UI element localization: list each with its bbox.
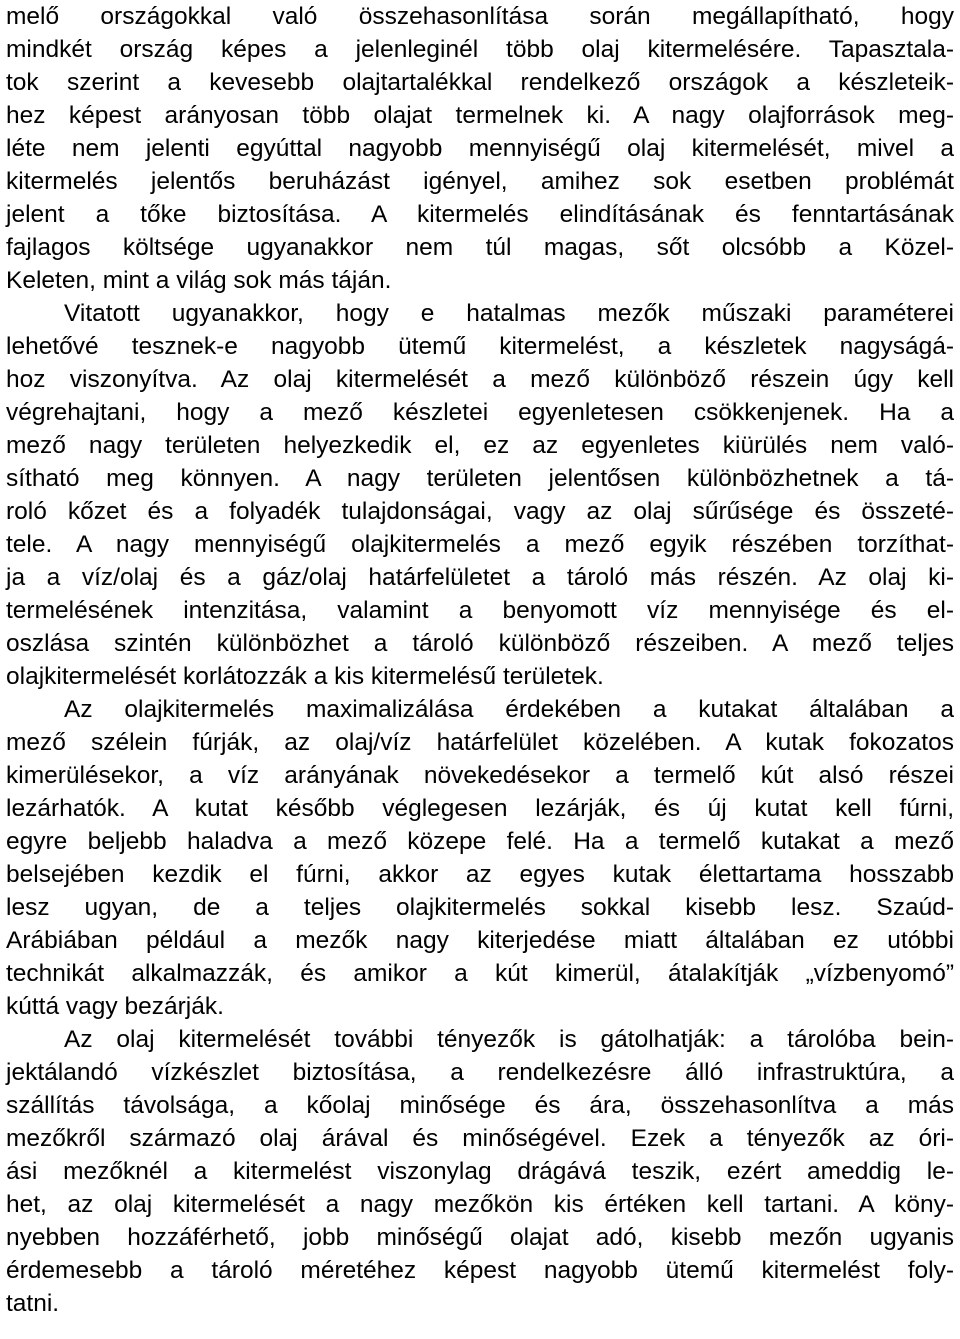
text-line: Az olajkitermelés maximalizálása érdekében a kutakat általában a	[64, 696, 954, 723]
text-line: Vitatott ugyanakkor, hogy e hatalmas mezők műszaki paraméterei	[64, 300, 954, 327]
text-line: lezárhatók. A kutat később véglegesen lezárják, és új kutat kell fúrni,	[6, 795, 954, 822]
paragraph	[6, 297, 954, 693]
text-line: lehetővé tesznek-e nagyobb ütemű kitermelést, a készletek nagyságá-	[6, 333, 954, 360]
text-line: het, az olaj kitermelését a nagy mezőkön kis értéken kell tartani. A köny-	[6, 1191, 954, 1218]
text-line: roló kőzet és a folyadék tulajdonságai, vagy az olaj sűrűsége és összeté-	[6, 498, 954, 525]
text-line: belsejében kezdik el fúrni, akkor az egyes kutak élettartama hosszabb	[6, 861, 954, 888]
text-line: mezőkről származó olaj árával és minőségével. Ezek a tényezők az óri-	[6, 1125, 954, 1152]
paragraph	[6, 693, 954, 1023]
text-line: jelent a tőke biztosítása. A kitermelés elindításának és fenntartásának	[6, 201, 954, 228]
text-line: oszlása szintén különbözhet a tároló különböző részeiben. A mező teljes	[6, 630, 954, 657]
text-line: szállítás távolsága, a kőolaj minősége és ára, összehasonlítva a más	[6, 1092, 954, 1119]
text-line: kúttá vagy bezárják.	[6, 993, 224, 1020]
text-line: kitermelés jelentős beruházást igényel, amihez sok esetben problémát	[6, 168, 954, 195]
text-line: léte nem jelenti egyúttal nagyobb mennyiségű olaj kitermelését, mivel a	[6, 135, 954, 162]
text-line: végrehajtani, hogy a mező készletei egyenletesen csökkenjenek. Ha a	[6, 399, 954, 426]
text-line: kimerülésekor, a víz arányának növekedésekor a termelő kút alsó részei	[6, 762, 954, 789]
text-line: olajkitermelését korlátozzák a kis kitermelésű területek.	[6, 663, 604, 690]
text-line: termelésének intenzitása, valamint a benyomott víz mennyisége és el-	[6, 597, 954, 624]
text-line: sítható meg könnyen. A nagy területen jelentősen különbözhetnek a tá-	[6, 465, 954, 492]
text-line: mező szélein fúrják, az olaj/víz határfelület közelében. A kutak fokozatos	[6, 729, 954, 756]
text-line: tatni.	[6, 1290, 60, 1317]
text-line: ja a víz/olaj és a gáz/olaj határfelületet a tároló más részén. Az olaj ki-	[6, 564, 954, 591]
text-line: mező nagy területen helyezkedik el, ez az egyenletes kiürülés nem való-	[6, 432, 954, 459]
body-text	[6, 0, 954, 1320]
text-line: hez képest arányosan több olajat termelnek ki. A nagy olajforrások meg-	[6, 102, 954, 129]
text-line: technikát alkalmazzák, és amikor a kút kimerül, átalakítják „vízbenyomó”	[6, 960, 954, 987]
text-line: érdemesebb a tároló méretéhez képest nagyobb ütemű kitermelést foly-	[6, 1257, 954, 1284]
text-line: jektálandó vízkészlet biztosítása, a rendelkezésre álló infrastruktúra, a	[6, 1059, 954, 1086]
text-line: hoz viszonyítva. Az olaj kitermelését a mező különböző részein úgy kell	[6, 366, 954, 393]
text-line: fajlagos költsége ugyanakkor nem túl magas, sőt olcsóbb a Közel-	[6, 234, 954, 261]
text-line: lesz ugyan, de a teljes olajkitermelés sokkal kisebb lesz. Szaúd-	[6, 894, 954, 921]
text-line: mindkét ország képes a jelenleginél több olaj kitermelésére. Tapasztala-	[6, 36, 954, 63]
paragraph	[6, 0, 954, 297]
text-line: tok szerint a kevesebb olajtartalékkal rendelkező országok a készleteik-	[6, 69, 954, 96]
paragraph	[6, 1023, 954, 1320]
text-line: Az olaj kitermelését további tényezők is gátolhatják: a tárolóba bein-	[64, 1026, 954, 1053]
text-line: Arábiában például a mezők nagy kiterjedése miatt általában ez utóbbi	[6, 927, 954, 954]
text-line: egyre beljebb haladva a mező közepe felé. Ha a termelő kutakat a mező	[6, 828, 954, 855]
text-line: nyebben hozzáférhető, jobb minőségű olajat adó, kisebb mezőn ugyanis	[6, 1224, 954, 1251]
text-line: ási mezőknél a kitermelést viszonylag drágává teszik, ezért ameddig le-	[6, 1158, 954, 1185]
text-line: tele. A nagy mennyiségű olajkitermelés a mező egyik részében torzíthat-	[6, 531, 954, 558]
text-line: Keleten, mint a világ sok más táján.	[6, 267, 392, 294]
text-line: melő országokkal való összehasonlítása során megállapítható, hogy	[6, 3, 954, 30]
